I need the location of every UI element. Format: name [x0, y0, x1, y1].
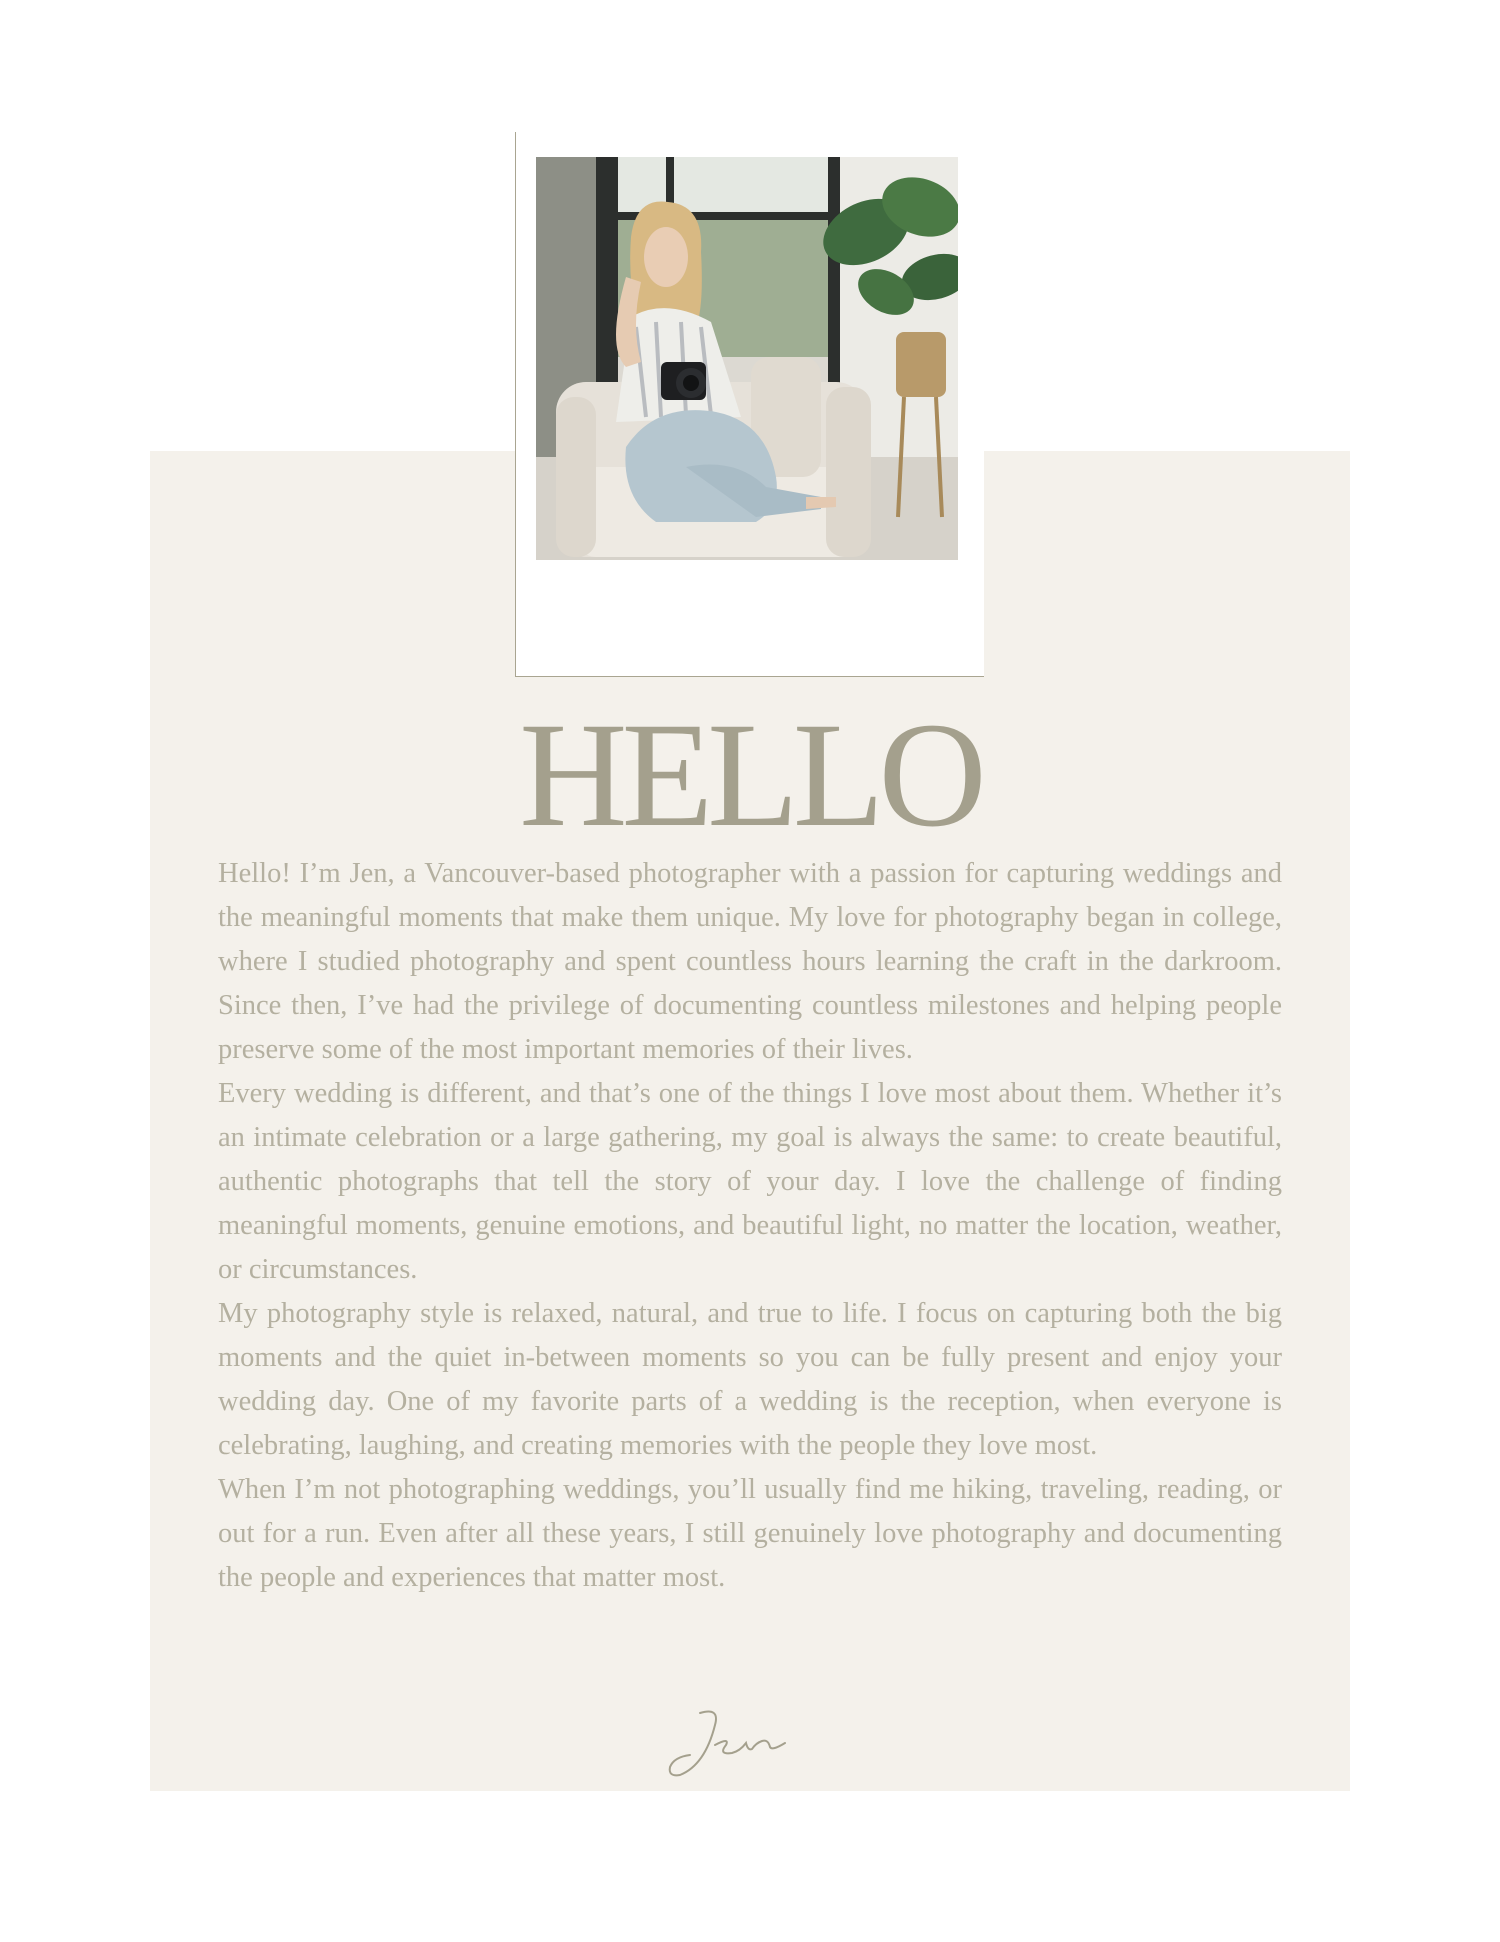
bio-paragraph: My photography style is relaxed, natural, and true to life. I focus on capturing both the big moments and the quiet in-between moments so you can be fully present and enjoy your wedding day. One of my favorite parts of a wedding is the reception, when everyone is celebrating, laughing, and creating memories with the people they love most.	[218, 1298, 1282, 1461]
page-heading: HELLO	[519, 692, 981, 858]
polaroid-frame	[515, 132, 984, 677]
signature	[660, 1705, 800, 1785]
bio-paragraph: When I’m not photographing weddings, you’ll usually find me hiking, traveling, reading, or out for a run. Even after all these years, I still genuinely love photography and documenting the people and experiences that matter most.	[218, 1474, 1282, 1593]
portrait-photo	[536, 157, 958, 560]
bio-paragraph: Every wedding is different, and that’s one of the things I love most about them. Whether it’s an intimate celebration or a large gathering, my goal is always the same: to create beautiful, authentic photographs that tell the story of your day. I love the challenge of finding meaningful moments, genuine emotions, and beautiful light, no matter the location, weather, or circumstances.	[218, 1078, 1282, 1285]
bio-text	[218, 852, 1282, 1600]
bio-paragraph: Hello! I’m Jen, a Vancouver-based photographer with a passion for capturing weddings and the meaningful moments that make them unique. My love for photography began in college, where I studied photography and spent countless hours learning the craft in the darkroom. Since then, I’ve had the privilege of documenting countless milestones and helping people preserve some of the most important memories of their lives.	[218, 858, 1282, 1065]
